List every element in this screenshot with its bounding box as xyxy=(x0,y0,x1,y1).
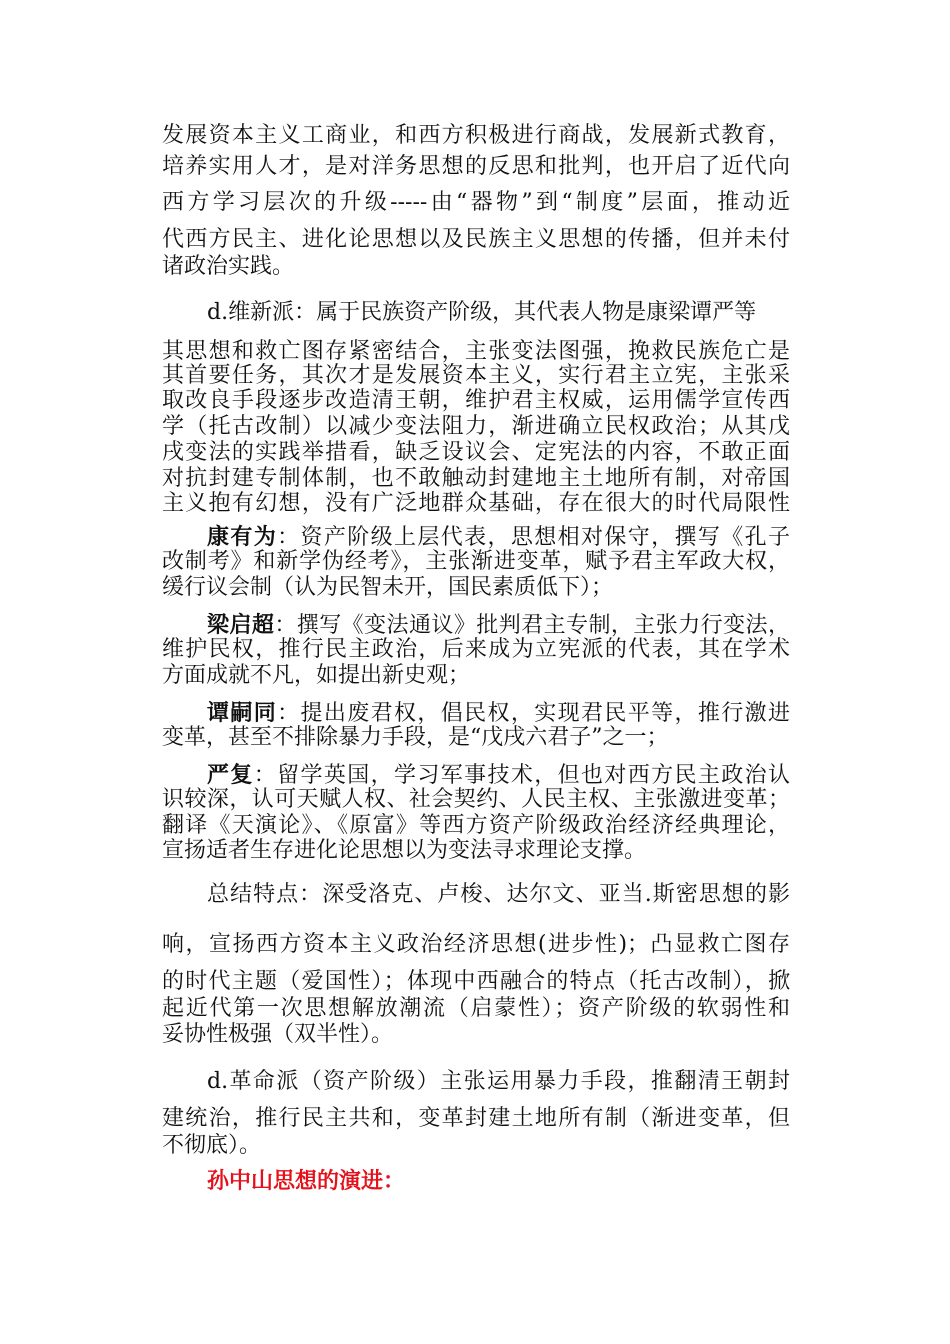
body-text-line: 戌变法的实践举措看，缺乏设议会、定宪法的内容，不敢正面 xyxy=(162,440,790,465)
tan-sitong-text: ：提出废君权，倡民权，实现君民平等，推行激进 xyxy=(277,701,790,726)
body-text-line: 培养实用人才，是对洋务思想的反思和批判，也开启了近代向 xyxy=(162,154,790,179)
summary-heading-line: 总结特点：深受洛克、卢梭、达尔文、亚当.斯密思想的影 xyxy=(207,882,790,907)
body-text-line: 响，宣扬西方资本主义政治经济思想(进步性)；凸显救亡图存 xyxy=(162,932,790,957)
body-text-line: 对抗封建专制体制，也不敢触动封建地主土地所有制，对帝国 xyxy=(162,466,790,491)
liang-qichao-line xyxy=(207,612,790,639)
liang-qichao-text: ：撰写《变法通议》批判君主专制，主张力行变法， xyxy=(274,613,790,638)
body-text-line: 发展资本主义工商业，和西方积极进行商战，发展新式教育， xyxy=(162,123,790,148)
body-text-line: 缓行议会制（认为民智未开，国民素质低下）； xyxy=(162,575,614,600)
kang-youwei-name: 康有为 xyxy=(207,524,278,550)
sun-yatsen-heading: 孙中山思想的演进： xyxy=(207,1168,406,1194)
kang-youwei-text: ：资产阶级上层代表，思想相对保守，撰写《孔子 xyxy=(277,525,790,550)
yan-fu-name: 严复 xyxy=(207,762,254,788)
revolution-heading-line: d.革命派（资产阶级）主张运用暴力手段，推翻清王朝封 xyxy=(207,1069,790,1094)
section-heading-weixin: d.维新派：属于民族资产阶级，其代表人物是康梁谭严等 xyxy=(207,300,757,325)
body-text-line: 翻译《天演论》、《原富》等西方资产阶级政治经济经典理论， xyxy=(162,813,790,838)
body-text-line: 方面成就不凡，如提出新史观； xyxy=(162,663,471,688)
body-text-line: 代西方民主、进化论思想以及民族主义思想的传播，但并未付 xyxy=(162,227,790,252)
yan-fu-line xyxy=(207,762,790,789)
body-text-line: 宣扬适者生存进化论思想以为变法寻求理论支撑。 xyxy=(162,838,647,863)
yan-fu-text: ：留学英国，学习军事技术，但也对西方民主政治认 xyxy=(253,763,790,788)
body-text-line: 维护民权，推行民主政治，后来成为立宪派的代表，其在学术 xyxy=(162,637,790,662)
body-text-line: 的时代主题（爱国性）；体现中西融合的特点（托古改制），掀 xyxy=(162,969,790,994)
tan-sitong-name: 谭嗣同 xyxy=(207,700,278,726)
body-text-line: 学（托古改制）以减少变法阻力，渐进确立民权政治；从其戊 xyxy=(162,414,790,439)
body-text-line: 诸政治实践。 xyxy=(162,254,295,279)
body-text-line: 建统治，推行民主共和，变革封建土地所有制（渐进变革，但 xyxy=(162,1106,790,1131)
body-text-line: 西方学习层次的升级-----由“器物”到“制度”层面，推动近 xyxy=(162,190,790,215)
body-text-line: 取改良手段逐步改造清王朝，维护君主权威，运用儒学宣传西 xyxy=(162,388,790,413)
body-text-line: 主义抱有幻想，没有广泛地群众基础，存在很大的时代局限性 xyxy=(162,491,790,516)
body-text-line: 起近代第一次思想解放潮流（启蒙性）；资产阶级的软弱性和 xyxy=(162,996,790,1021)
liang-qichao-name: 梁启超 xyxy=(207,612,275,638)
body-text-line: 不彻底）。 xyxy=(162,1133,262,1158)
kang-youwei-line xyxy=(207,524,790,551)
body-text-line: 妥协性极强（双半性）。 xyxy=(162,1022,394,1047)
body-text-line: 其首要任务，其次才是发展资本主义，实行君主立宪，主张采 xyxy=(162,363,790,388)
body-text-line: 识较深，认可天赋人权、社会契约、人民主权、主张激进变革； xyxy=(162,787,790,812)
tan-sitong-line xyxy=(207,700,790,727)
body-text-line: 其思想和救亡图存紧密结合，主张变法图强，挽救民族危亡是 xyxy=(162,339,790,364)
body-text-line: 变革，甚至不排除暴力手段，是“戊戌六君子”之一； xyxy=(162,725,669,750)
body-text-line: 改制考》和新学伪经考》，主张渐进变革，赋予君主军政大权， xyxy=(162,549,790,574)
